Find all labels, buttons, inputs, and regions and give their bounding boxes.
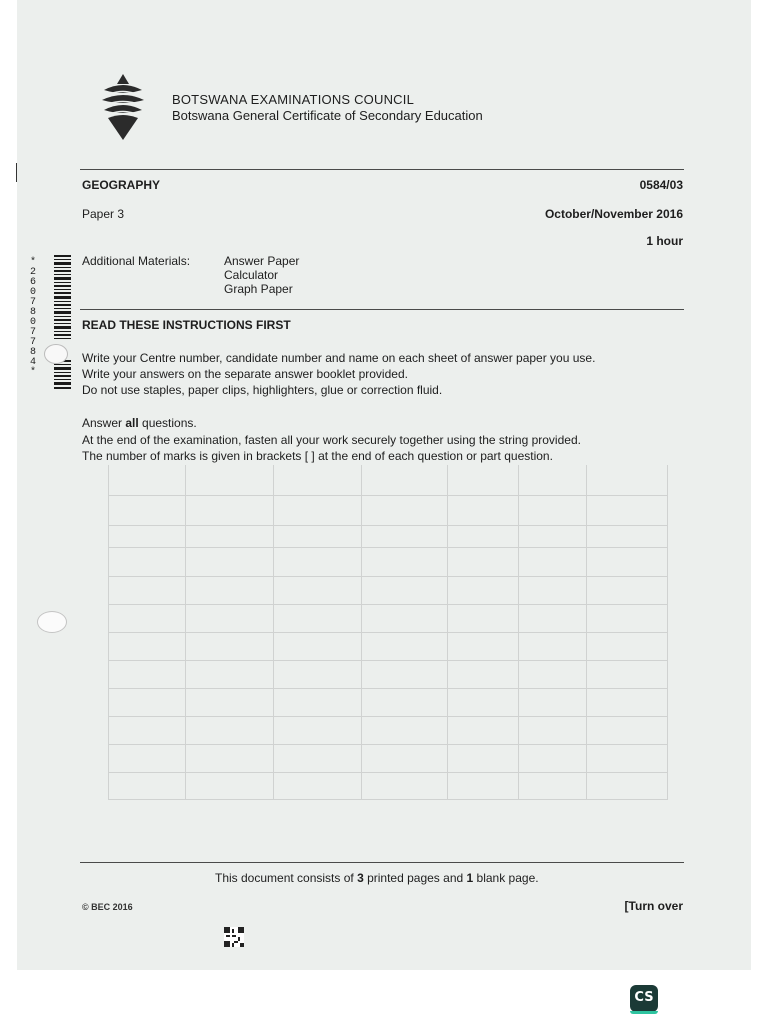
punch-hole <box>37 611 67 633</box>
camscanner-logo: CS <box>630 985 658 1012</box>
show-through-table <box>108 465 668 800</box>
footer-rule <box>80 862 684 863</box>
barcode-number: *2607807784* <box>30 257 37 378</box>
instruction-line: At the end of the examination, fasten all your work securely together using the string provided. <box>82 433 581 447</box>
answer-all-line: Answer all questions. <box>82 416 197 430</box>
punch-hole <box>44 344 68 364</box>
instruction-line: Write your Centre number, candidate number and name on each sheet of answer paper you use. <box>82 351 596 365</box>
material-item: Answer Paper <box>224 254 300 268</box>
certificate-title: Botswana General Certificate of Secondary Education <box>172 108 483 123</box>
bec-logo-icon <box>100 74 146 140</box>
instructions-heading: READ THESE INSTRUCTIONS FIRST <box>82 318 291 332</box>
instructions-rule <box>80 309 684 310</box>
instruction-line: Do not use staples, paper clips, highlighters, glue or correction fluid. <box>82 383 443 397</box>
council-name: BOTSWANA EXAMINATIONS COUNCIL <box>172 92 414 107</box>
answer-all-emphasis: all <box>125 416 139 430</box>
instruction-line: Write your answers on the separate answer booklet provided. <box>82 367 408 381</box>
turn-over: [Turn over <box>624 899 683 913</box>
exam-session: October/November 2016 <box>544 207 683 221</box>
header-rule <box>80 169 684 170</box>
copyright: © BEC 2016 <box>82 902 133 912</box>
qr-code-icon <box>224 927 244 947</box>
instruction-line: The number of marks is given in brackets [ ] at the end of each question or part question. <box>82 449 553 463</box>
materials-label: Additional Materials: <box>82 254 191 268</box>
material-item: Graph Paper <box>224 282 293 296</box>
subject-title: GEOGRAPHY <box>82 178 161 192</box>
paper-number: Paper 3 <box>82 207 125 221</box>
page-count-statement: This document consists of 3 printed pages and 1 blank page. <box>215 871 539 885</box>
exam-duration: 1 hour <box>646 234 683 248</box>
barcode-icon <box>46 255 72 390</box>
paper-code: 0584/03 <box>639 178 683 192</box>
material-item: Calculator <box>224 268 279 282</box>
